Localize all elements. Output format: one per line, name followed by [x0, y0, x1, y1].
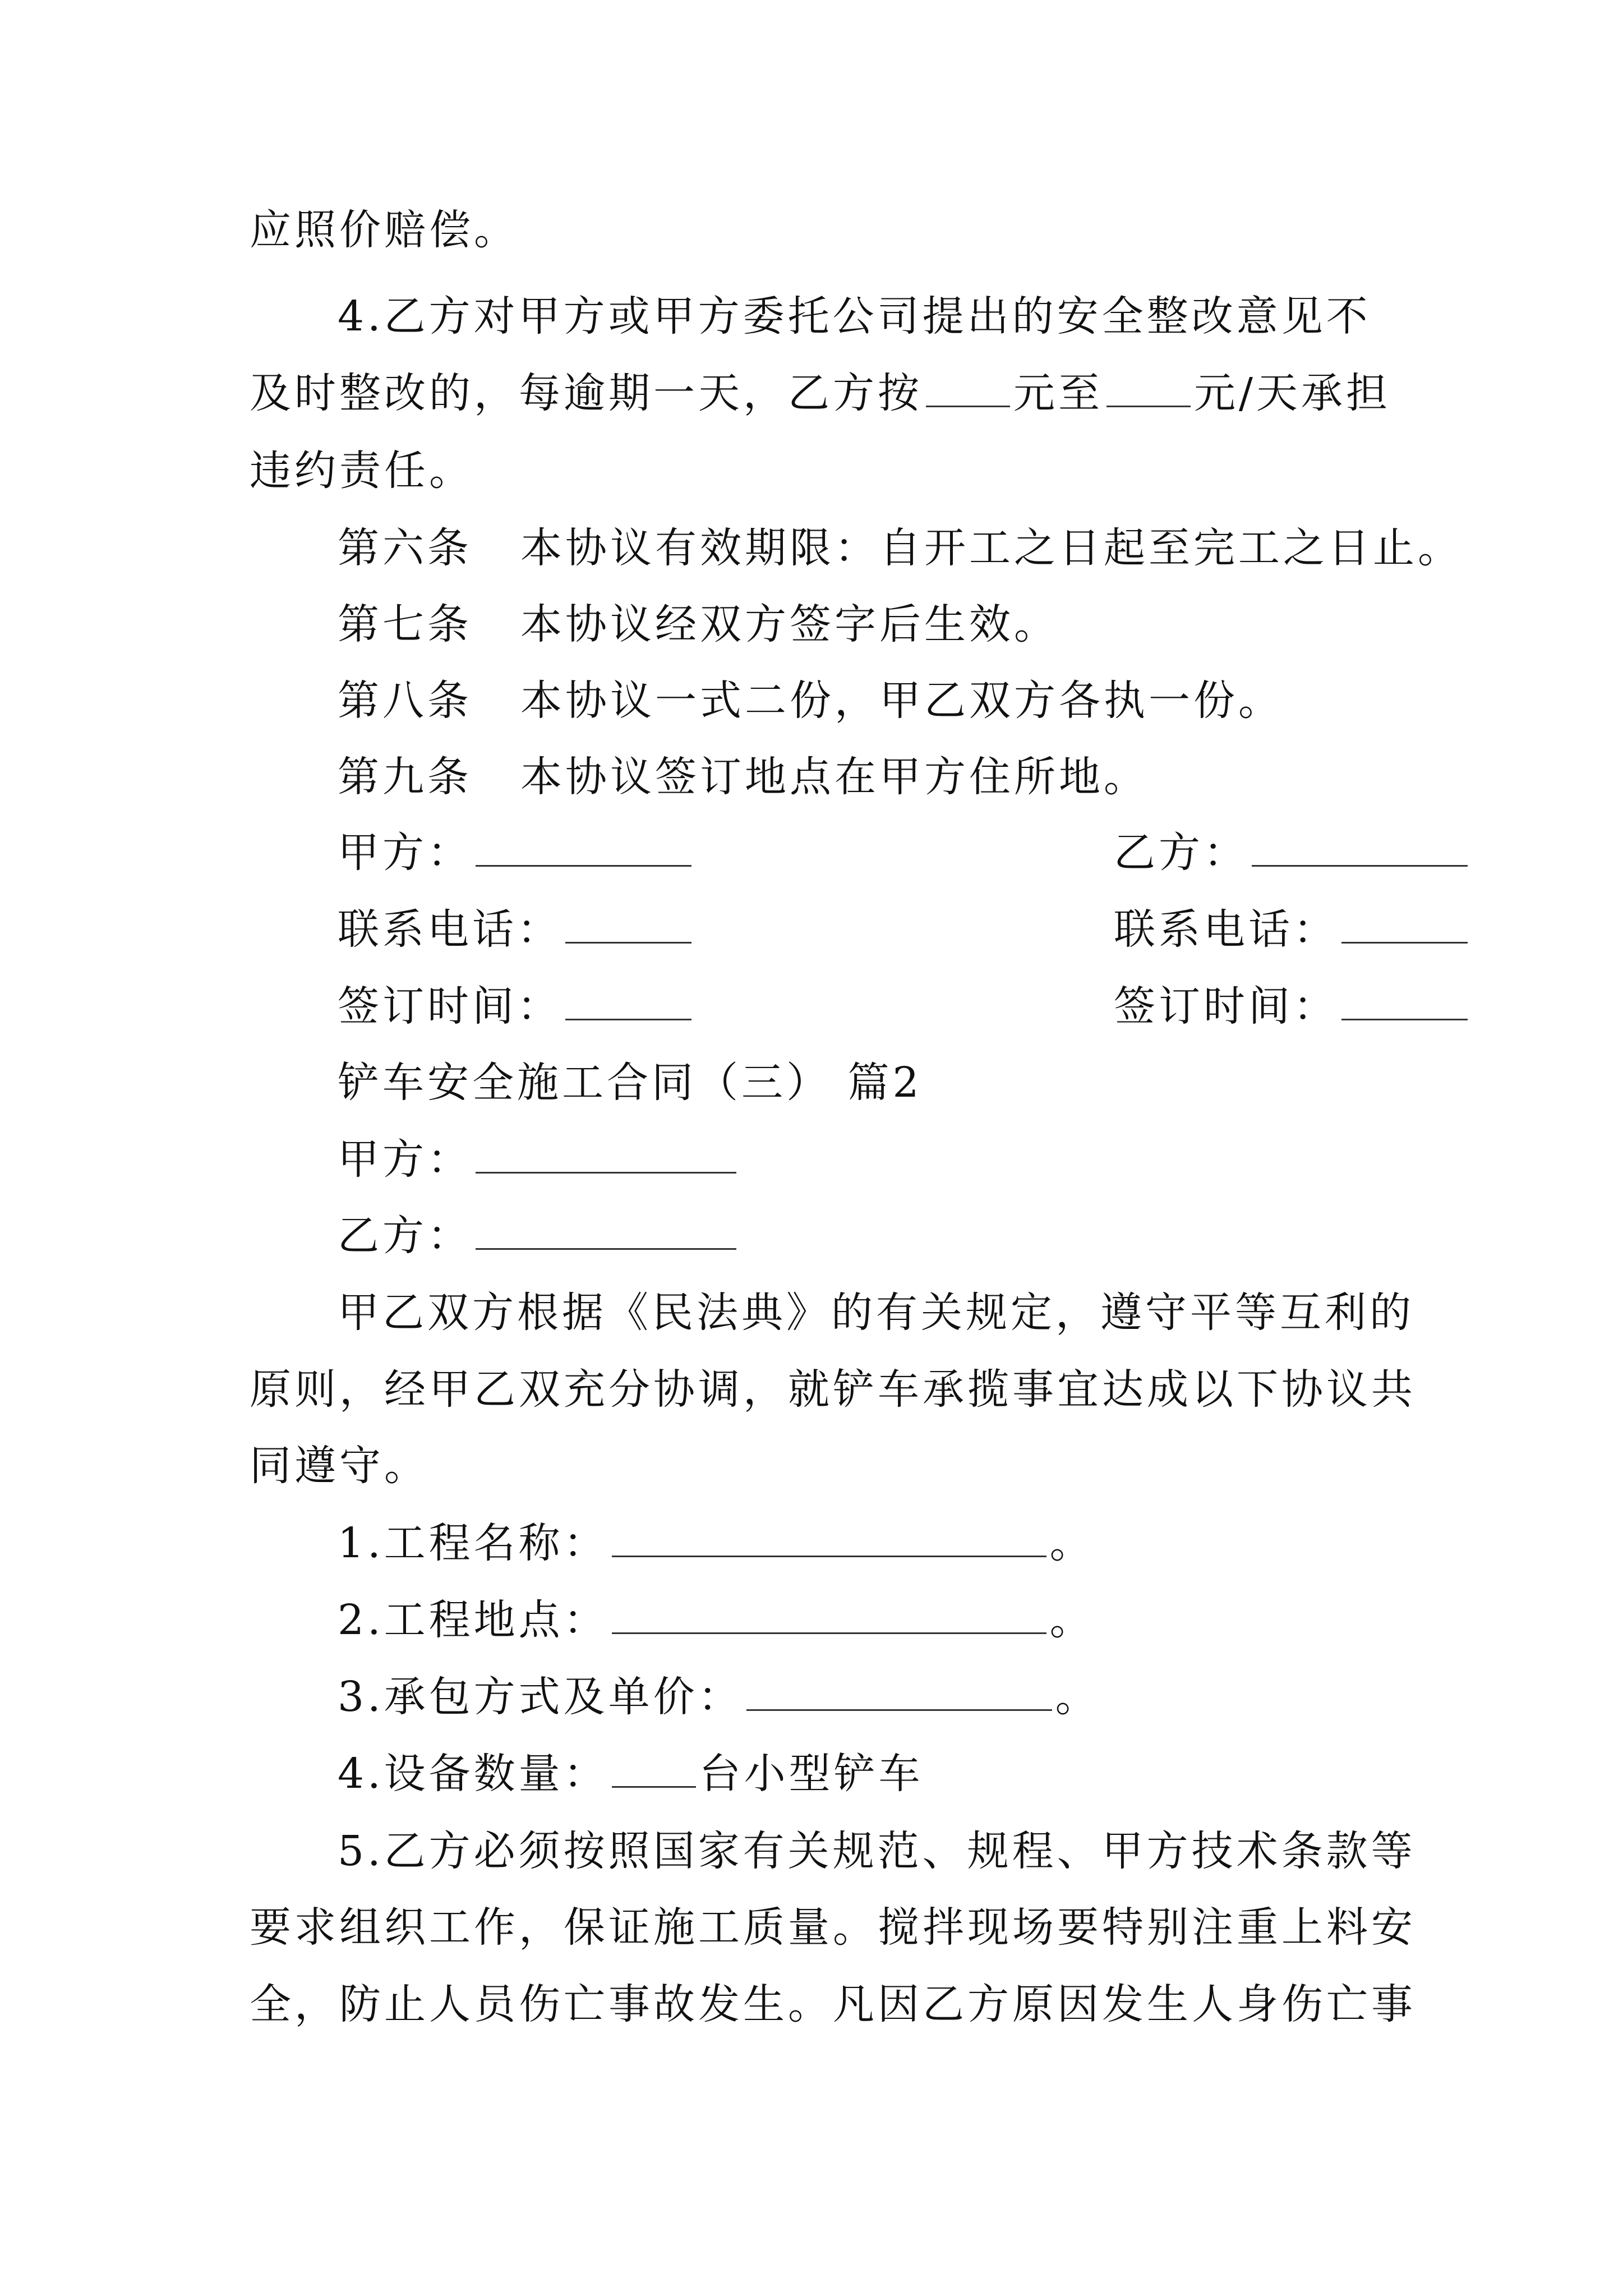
article-text: 本协议签订地点在甲方住所地。: [520, 753, 1149, 801]
text: 4.乙方对甲方或甲方委托公司提出的安全整改意见不: [338, 292, 1371, 341]
party-b-row: [338, 1208, 1476, 1264]
party-a-label: 甲方：: [338, 829, 472, 877]
item-1: [338, 1515, 1476, 1571]
text: 台小型铲车: [699, 1750, 924, 1798]
item-label: 1.工程名称：: [338, 1519, 608, 1567]
text: 及时整改的，每逾期一天，乙方按: [250, 369, 923, 417]
project-location-blank: [612, 1593, 1046, 1634]
article-6: [338, 520, 1476, 576]
date-a-label: 签订时间：: [338, 982, 562, 1030]
party-b-blank: [1252, 826, 1468, 867]
article-label: 第八条: [338, 677, 472, 725]
article-text: 本协议经双方签字后生效。: [520, 600, 1059, 648]
signature-row: [338, 825, 1476, 881]
fill-blank: [926, 366, 1010, 407]
text: 。: [1049, 1519, 1095, 1567]
article-8: [338, 673, 1476, 729]
text: 全，防止人员伤亡事故发生。凡因乙方原因发生人身伤亡事: [250, 1980, 1416, 2028]
party-a-label: 甲方：: [338, 1135, 472, 1184]
phone-b-label: 联系电话：: [1114, 905, 1338, 954]
party-a-blank: [476, 826, 691, 867]
text: 元/天承担: [1194, 369, 1391, 417]
date-row: [338, 978, 1476, 1034]
fill-blank: [1106, 366, 1191, 407]
intro-line-2: [250, 1361, 1416, 1418]
phone-b-blank: [1341, 903, 1468, 944]
item-3: [338, 1669, 1476, 1725]
text: 违约责任。: [250, 447, 474, 495]
text: 。: [1055, 1673, 1100, 1721]
party-b-label: 乙方：: [1114, 829, 1248, 877]
text: 5.乙方必须按照国家有关规范、规程、甲方技术条款等: [338, 1827, 1416, 1875]
text: 要求组织工作，保证施工质量。搅拌现场要特别注重上料安: [250, 1903, 1416, 1952]
text-line: [250, 202, 1388, 258]
text: 甲乙双方根据《民法典》的有关规定，遵守平等互利的: [338, 1289, 1414, 1337]
intro-line-3: [250, 1438, 1388, 1494]
date-b-label: 签订时间：: [1114, 982, 1338, 1030]
party-b-label: 乙方：: [338, 1212, 472, 1260]
date-b-blank: [1341, 979, 1468, 1020]
item-4: [338, 1746, 1476, 1802]
article-9: [338, 749, 1476, 805]
article-text: 本协议有效期限：自开工之日起至完工之日止。: [520, 524, 1463, 572]
article-label: 第七条: [338, 600, 472, 648]
party-b-blank: [476, 1209, 736, 1250]
phone-a-blank: [565, 903, 691, 944]
item-label: 3.承包方式及单价：: [338, 1673, 743, 1721]
party-a-row: [338, 1131, 1476, 1188]
phone-row: [338, 901, 1476, 958]
article-text: 本协议一式二份，甲乙双方各执一份。: [520, 677, 1283, 725]
date-a-blank: [565, 979, 691, 1020]
text: 同遵守。: [250, 1442, 429, 1490]
text: 应照价赔偿。: [250, 206, 519, 254]
intro-line-1: [338, 1285, 1476, 1341]
item-2: [338, 1592, 1476, 1648]
text: 。: [1049, 1596, 1095, 1644]
item-5-line-3: [250, 1976, 1416, 2032]
equipment-count-blank: [612, 1747, 696, 1788]
clause-4-line-3: [250, 443, 1388, 499]
item-label: 2.工程地点：: [338, 1596, 608, 1644]
party-a-blank: [476, 1133, 736, 1174]
item-5-line-2: [250, 1899, 1416, 1955]
article-label: 第九条: [338, 753, 472, 801]
article-label: 第六条: [338, 524, 472, 572]
phone-a-label: 联系电话：: [338, 905, 562, 954]
item-label: 4.设备数量：: [338, 1750, 608, 1798]
text: 元至: [1013, 369, 1103, 417]
article-7: [338, 596, 1476, 652]
clause-4-line-2: [250, 365, 1391, 421]
clause-4-line-1: [338, 288, 1476, 344]
project-name-blank: [612, 1516, 1046, 1557]
section-title: [338, 1055, 1476, 1111]
item-5-line-1: [338, 1823, 1476, 1879]
section-title-text: 铲车安全施工合同（三） 篇2: [338, 1059, 923, 1107]
text: 原则，经甲乙双充分协调，就铲车承揽事宜达成以下协议共: [250, 1365, 1416, 1414]
contract-price-blank: [746, 1670, 1052, 1711]
